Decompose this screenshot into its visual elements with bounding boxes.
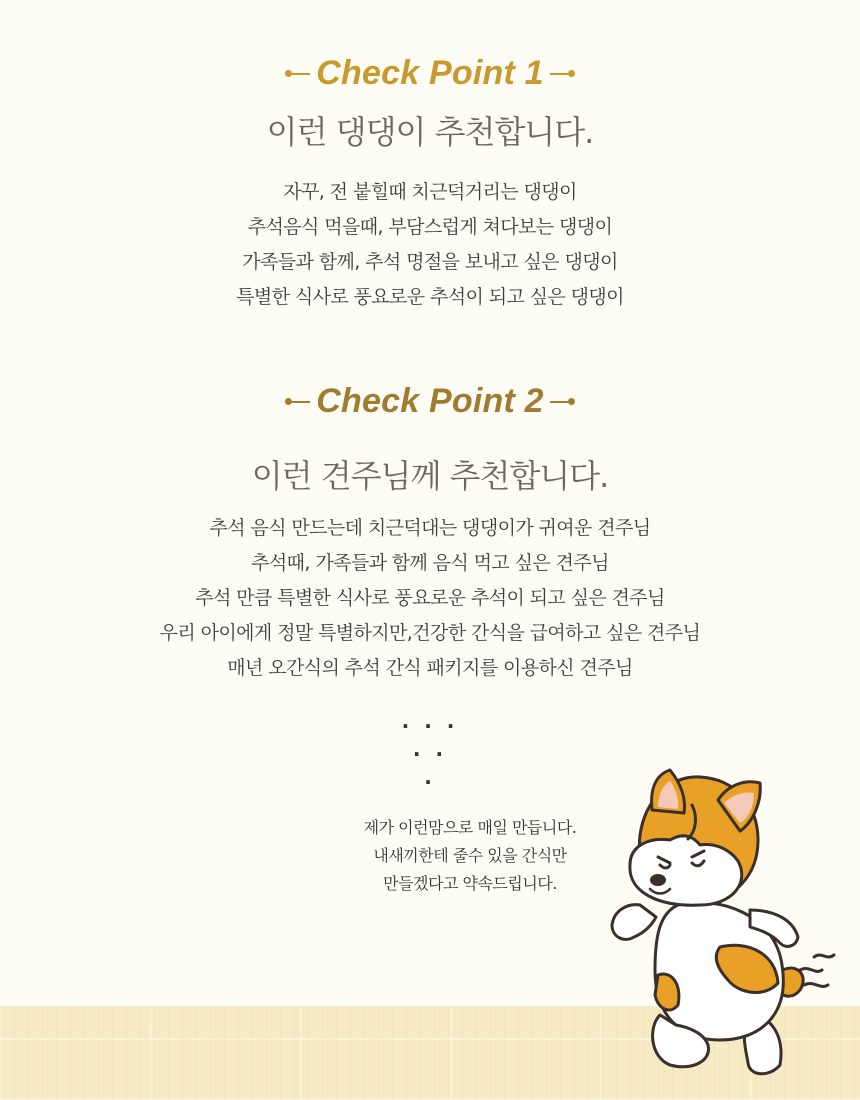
check-point-2-title: 이런 견주님께 추천합니다. xyxy=(251,457,609,495)
check-point-1-list xyxy=(0,175,860,315)
list-item: 우리 아이에게 정말 특별하지만,건강한 간식을 급여하고 싶은 견주님 xyxy=(159,622,701,644)
ellipsis-row: · xyxy=(424,770,436,794)
ornament-left-icon xyxy=(285,70,310,77)
list-item: 특별한 식사로 풍요로운 추석이 되고 싶은 댕댕이 xyxy=(236,286,624,308)
check-point-1-label: Check Point 1 xyxy=(316,54,544,92)
list-item: 추석때, 가족들과 함께 음식 먹고 싶은 견주님 xyxy=(251,552,609,574)
list-item: 가족들과 함께, 추석 명절을 보내고 싶은 댕댕이 xyxy=(242,251,618,273)
list-item: 매년 오간식의 추석 간식 패키지를 이용하신 견주님 xyxy=(227,657,633,679)
list-item: 추석음식 먹을때, 부담스럽게 쳐다보는 댕댕이 xyxy=(247,216,613,238)
ellipsis-row: · · xyxy=(412,742,448,766)
list-item: 추석 만큼 특별한 식사로 풍요로운 추석이 되고 싶은 견주님 xyxy=(195,587,665,609)
check-point-2-heading xyxy=(0,382,860,421)
list-item: 자꾸, 전 붙힐때 치근덕거리는 댕댕이 xyxy=(283,181,577,203)
ornament-right-icon xyxy=(550,70,575,77)
promise-line: 만들겠다고 약속드립니다. xyxy=(383,874,557,893)
check-point-2-list xyxy=(0,511,860,686)
promise-line: 내새끼한테 줄수 있을 간식만 xyxy=(373,846,567,865)
check-point-2-section xyxy=(0,382,860,686)
list-item: 추석 음식 만드는데 치근덕대는 댕댕이가 귀여운 견주님 xyxy=(209,517,651,539)
check-point-1-heading xyxy=(0,54,860,93)
ornament-left-icon xyxy=(285,398,310,405)
corgi-running-icon xyxy=(600,765,840,1085)
promise-line: 제가 이런맘으로 매일 만듭니다. xyxy=(363,818,577,837)
check-point-2-label: Check Point 2 xyxy=(316,382,544,420)
check-point-1-title: 이런 댕댕이 추천합니다. xyxy=(266,113,594,151)
ellipsis-row: · · · xyxy=(401,714,459,738)
check-point-1-section xyxy=(0,54,860,315)
ornament-right-icon xyxy=(550,398,575,405)
